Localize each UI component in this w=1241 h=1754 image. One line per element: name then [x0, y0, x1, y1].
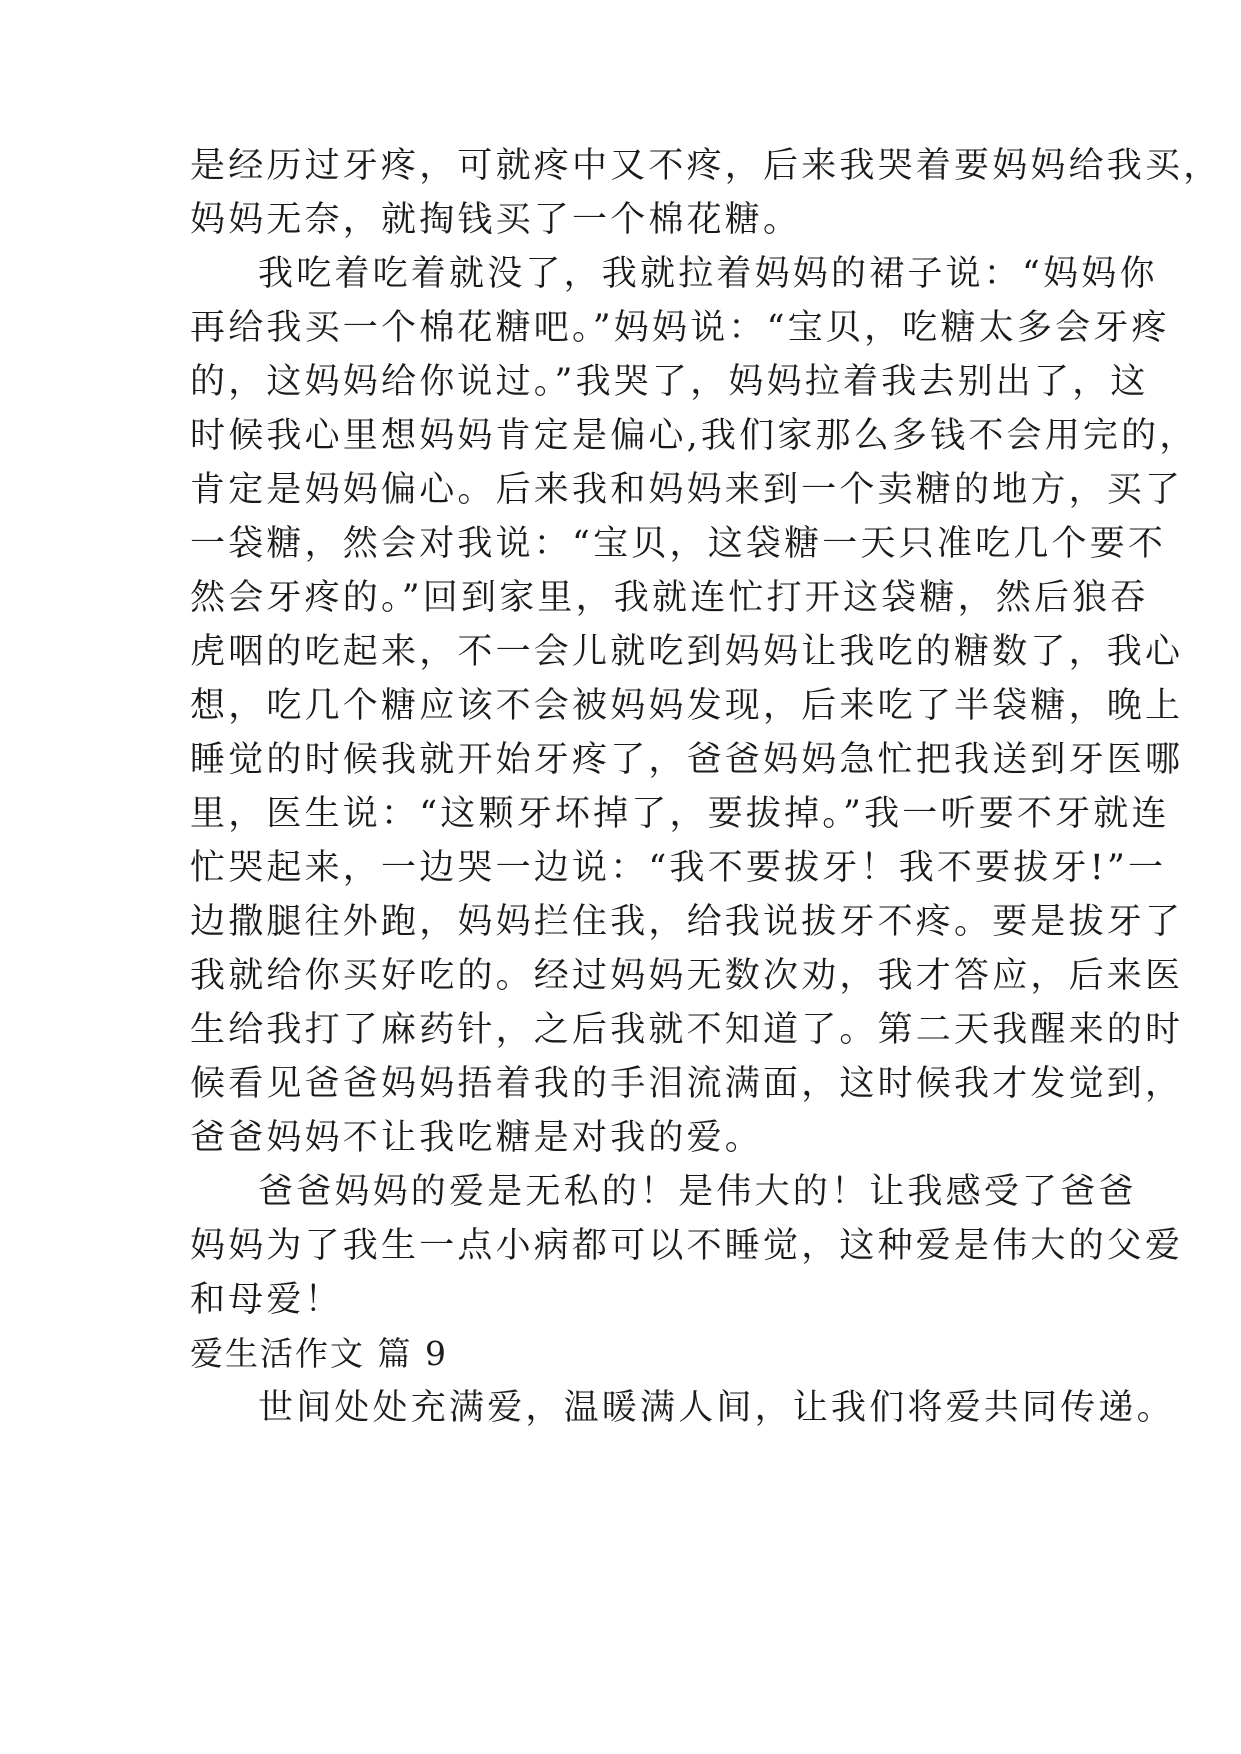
- section-heading: 爱生活作文 篇 9: [190, 1334, 448, 1373]
- paragraph-line: 里，医生说：“这颗牙坏掉了，要拔掉。”我一听要不牙就连: [190, 794, 1170, 834]
- paragraph-line: 是经历过牙疼，可就疼中又不疼，后来我哭着要妈妈给我买，: [190, 146, 1222, 186]
- paragraph-line: 虎咽的吃起来，不一会儿就吃到妈妈让我吃的糖数了，我心: [190, 632, 1184, 672]
- paragraph-line: 想，吃几个糖应该不会被妈妈发现，后来吃了半袋糖，晚上: [190, 686, 1184, 726]
- paragraph-line: 然会牙疼的。”回到家里，我就连忙打开这袋糖，然后狼吞: [190, 578, 1149, 618]
- paragraph-line: 我吃着吃着就没了，我就拉着妈妈的裙子说：“妈妈你: [258, 254, 1158, 294]
- paragraph-line: 世间处处充满爱，温暖满人间，让我们将爱共同传递。: [258, 1388, 1175, 1428]
- paragraph-line: 时候我心里想妈妈肯定是偏心,我们家那么多钱不会用完的，: [190, 416, 1198, 456]
- paragraph-line: 候看见爸爸妈妈捂着我的手泪流满面，这时候我才发觉到，: [190, 1064, 1184, 1104]
- paragraph-line: 的，这妈妈给你说过。”我哭了，妈妈拉着我去别出了，这: [190, 362, 1149, 402]
- paragraph-line: 边撒腿往外跑，妈妈拦住我，给我说拔牙不疼。要是拔牙了: [190, 902, 1184, 942]
- paragraph-line: 睡觉的时候我就开始牙疼了，爸爸妈妈急忙把我送到牙医哪: [190, 740, 1184, 780]
- paragraph-line: 我就给你买好吃的。经过妈妈无数次劝，我才答应，后来医: [190, 956, 1184, 996]
- paragraph-line: 和母爱！: [190, 1280, 343, 1320]
- paragraph-line: 忙哭起来，一边哭一边说：“我不要拔牙！我不要拔牙!”一: [190, 848, 1167, 888]
- paragraph-line: 爸爸妈妈不让我吃糖是对我的爱。: [190, 1118, 764, 1158]
- paragraph-line: 妈妈无奈，就掏钱买了一个棉花糖。: [190, 200, 802, 240]
- paragraph-line: 爸爸妈妈的爱是无私的！是伟大的！让我感受了爸爸: [258, 1172, 1137, 1212]
- paragraph-line: 一袋糖，然会对我说：“宝贝，这袋糖一天只准吃几个要不: [190, 524, 1167, 564]
- paragraph-line: 肯定是妈妈偏心。后来我和妈妈来到一个卖糖的地方，买了: [190, 470, 1184, 510]
- paragraph-line: 生给我打了麻药针，之后我就不知道了。第二天我醒来的时: [190, 1010, 1184, 1050]
- paragraph-line: 妈妈为了我生一点小病都可以不睡觉，这种爱是伟大的父爱: [190, 1226, 1184, 1266]
- paragraph-line: 再给我买一个棉花糖吧。”妈妈说：“宝贝，吃糖太多会牙疼: [190, 308, 1170, 348]
